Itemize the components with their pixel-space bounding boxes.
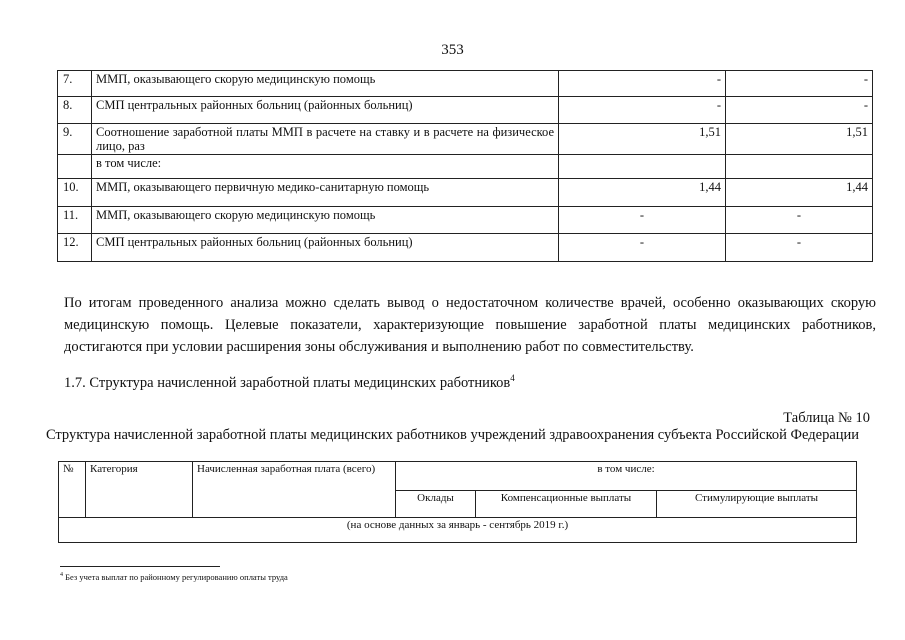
- footnote-separator: [60, 566, 220, 567]
- row-number: 7.: [58, 71, 92, 97]
- header-incentive: Стимулирующие выплаты: [657, 491, 857, 518]
- table-row: [58, 155, 873, 179]
- section-heading-text: 1.7. Структура начисленной заработной платы медицинских работников: [64, 374, 511, 391]
- table-title: Структура начисленной заработной платы медицинских работников учреждений здравоохранения субъекта Российской Федерации: [45, 427, 860, 443]
- row-label: ММП, оказывающего первичную медико-санитарную помощь: [92, 179, 559, 207]
- row-number: 9.: [58, 124, 92, 155]
- row-value-2: -: [726, 71, 873, 97]
- row-value-1: -: [559, 71, 726, 97]
- salary-structure-table: [58, 461, 857, 543]
- footnote-text: Без учета выплат по районному регулированию оплаты труда: [65, 572, 288, 582]
- row-value-1: 1,44: [559, 179, 726, 207]
- row-number: 10.: [58, 179, 92, 207]
- page-number: 353: [441, 42, 464, 58]
- row-value-1: -: [559, 97, 726, 124]
- table-row: [58, 179, 873, 207]
- header-including: в том числе:: [396, 462, 857, 491]
- row-value-1: [559, 155, 726, 179]
- row-value-2: -: [726, 97, 873, 124]
- row-number: 8.: [58, 97, 92, 124]
- row-number: 12.: [58, 234, 92, 262]
- footnote: [60, 572, 288, 582]
- row-value-1: -: [559, 234, 726, 262]
- header-num: №: [59, 462, 86, 518]
- row-label: Соотношение заработной платы ММП в расчете на ставку и в расчете на физическое лицо, раз: [92, 124, 559, 155]
- header-total: Начисленная заработная плата (всего): [193, 462, 396, 518]
- row-value-2: -: [726, 207, 873, 234]
- row-number: 11.: [58, 207, 92, 234]
- row-value-2: [726, 155, 873, 179]
- row-number: [58, 155, 92, 179]
- table-row: [58, 234, 873, 262]
- row-label: СМП центральных районных больниц (районных больниц): [92, 97, 559, 124]
- header-salaries: Оклады: [396, 491, 476, 518]
- data-period-note: (на основе данных за январь - сентябрь 2019 г.): [59, 518, 857, 543]
- row-label: СМП центральных районных больниц (районных больниц): [92, 234, 559, 262]
- row-value-1: 1,51: [559, 124, 726, 155]
- table-row: [58, 124, 873, 155]
- table-label: Таблица № 10: [783, 410, 870, 426]
- analysis-paragraph: По итогам проведенного анализа можно сделать вывод о недостаточном количестве врачей, особенно оказывающих скорую медицинскую помощь. Целевые показатели, характеризующие повышение заработной платы медицинских работников, достигаются при условии расширения зоны обслуживания и выполнению работ по совместительству.: [64, 295, 876, 355]
- section-heading: [64, 373, 515, 392]
- footnote-reference: 4: [510, 373, 515, 383]
- row-label: ММП, оказывающего скорую медицинскую помощь: [92, 207, 559, 234]
- indicators-table: [57, 70, 873, 262]
- table-row: [58, 207, 873, 234]
- footnote-mark: 4: [60, 572, 63, 579]
- table-row: [58, 97, 873, 124]
- row-label: ММП, оказывающего скорую медицинскую помощь: [92, 71, 559, 97]
- row-value-2: -: [726, 234, 873, 262]
- header-category: Категория: [86, 462, 193, 518]
- row-label: в том числе:: [92, 155, 559, 179]
- header-compensation: Компенсационные выплаты: [476, 491, 657, 518]
- table-row: [58, 71, 873, 97]
- row-value-2: 1,51: [726, 124, 873, 155]
- row-value-1: -: [559, 207, 726, 234]
- row-value-2: 1,44: [726, 179, 873, 207]
